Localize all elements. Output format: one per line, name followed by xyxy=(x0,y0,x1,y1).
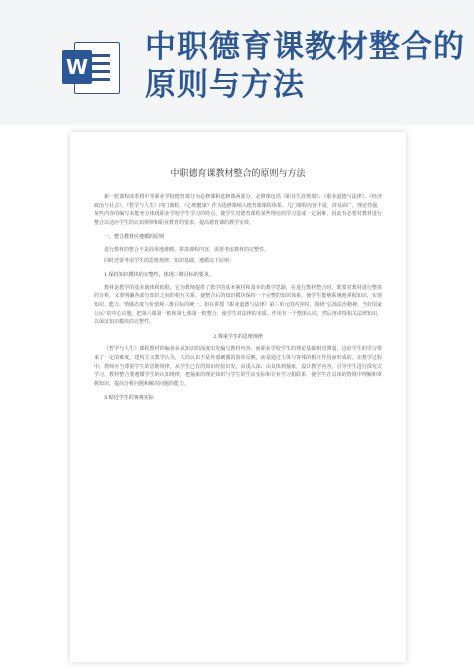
subsection-heading: 1.保持知识模块的完整性，体现三维目标的要求。 xyxy=(104,272,214,279)
section-heading: 一、整合教材应遵循的原则 xyxy=(104,234,165,241)
paragraph: 同时还要考虑学生的思维规律、知识基础，遵循以下原则： xyxy=(104,257,235,264)
banner-headline: 中职德育课教材整合的原则与方法 xyxy=(145,29,465,103)
word-badge: W xyxy=(62,50,92,84)
banner xyxy=(0,0,474,125)
paragraph: 教材是教学的基本载体和依据，它为教师提供了教学的基本素材和基本的教学思路，在进行教材整合时，既要对教材进行整体的分析，又要明确各部分知识之间的相互关系，使整合后的知识模块保持一个完整的知识体系，使学生能够系统地掌握知识，实现知识、能力、情感态度与价值观三维目标的统一。如在讲授《职业道德与法律》第三单元的内容时，围绕“弘扬法治精神，当好国家公民”的中心议题，把第六课第一框和第七课第一框整合，使学生对法律的本质、作用有一个整体认识，然后再讲授相关法律知识，以保证知识模块的完整性。 xyxy=(94,284,382,326)
paragraph: 新一轮课程改革将中等职业学校德育课分为必修课和选修课两部分，必修课包括《职业生涯规划》、《职业道德与法律》、《经济政治与社会》、《哲学与人生》四门课程，《心理健康》作为选修课纳入德育课课程体系。几门课程内容丰富，涉及面广，理论性强，某些内容的编写未能充分体现职业学校学生学习的特点，使学生对德育课程某些理论的学习造成一定困难，因此有必要对教材进行整合以适应学生的认知规律和职业教育的要求，提高德育课的教学实效。 xyxy=(94,194,382,226)
subsection-heading: 2.尊重学生的思维规律 xyxy=(213,333,263,340)
word-document-icon xyxy=(62,42,120,92)
subsection-heading: 3.贴近学生的客观实际 xyxy=(104,395,154,402)
paragraph: 进行教材的整合不是简单地堆砌、拼凑课程内容，需要考虑教材的完整性。 xyxy=(104,246,270,253)
document-page-preview xyxy=(70,132,406,662)
paragraph: 《哲学与人生》课程教材的编者多从知识的深度出发编写教材内容，而职业学校学生的理论基础相对薄弱，这给学生的学习带来了一定的难度。建构主义教学认为，人的认识不是外部刺激的简单反映，而是通过主体与客体的相互作用而形成的。在教学过程中，教师应当尊重学生的思维规律，从学生已有的知识经验出发，由浅入深、由具体到抽象，设计教学内容，引导学生进行探究式学习。教材整合要遵循学生的认知规律，把抽象的理论知识与学生的生活实际和专业学习相联系，使学生在具体的情境中理解和掌握知识，提高分析问题和解决问题的能力。 xyxy=(94,346,382,387)
document-title: 中职德育课教材整合的原则与方法 xyxy=(170,169,306,179)
